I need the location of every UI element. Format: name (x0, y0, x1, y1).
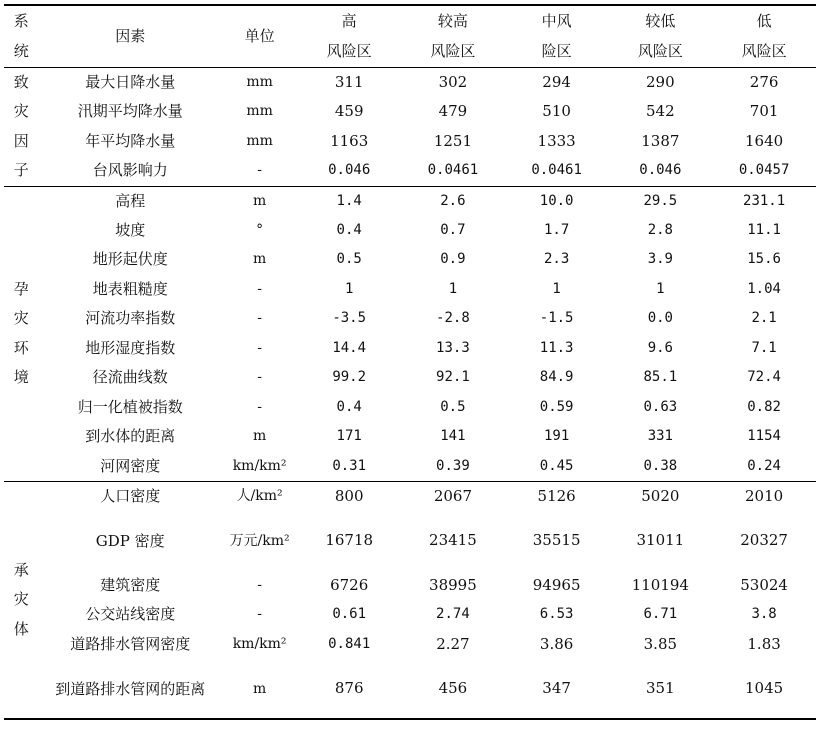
value-cell: 3.85 (643, 634, 678, 653)
value-cell: 1.7 (543, 221, 570, 238)
value-cell: 0.45 (539, 457, 574, 474)
unit-cell: mm (246, 132, 273, 149)
value-cell: 510 (542, 102, 571, 121)
value-cell: 876 (297, 659, 401, 719)
system-group-label: 孕 灾 环 境 (4, 186, 39, 481)
value-cell: 0.9 (440, 251, 466, 268)
unit-cell: - (257, 576, 262, 593)
value-cell: 347 (505, 659, 609, 719)
value-cell: 6726 (330, 575, 369, 594)
unit-cell: ° (256, 221, 264, 238)
value-cell: 14.4 (332, 339, 367, 356)
header-level-relatively-high: 较高 风险区 (401, 5, 505, 67)
table-row (4, 393, 816, 423)
factor-cell: 道路排水管网密度 (70, 634, 191, 653)
value-cell: 110194 (631, 575, 689, 594)
value-cell: 2.3 (543, 251, 570, 268)
risk-factor-table (4, 4, 816, 720)
value-cell: -3.5 (332, 310, 367, 327)
header-factor: 因素 (39, 5, 222, 67)
value-cell: 1.04 (747, 280, 781, 297)
value-cell: 351 (608, 659, 712, 719)
value-cell: 311 (297, 67, 401, 97)
header-level-high: 高 风险区 (297, 5, 401, 67)
header-system: 系 统 (4, 5, 39, 67)
table-row (4, 481, 816, 511)
value-cell: 29.5 (608, 186, 712, 216)
value-cell: 1 (656, 280, 665, 297)
value-cell: 1640 (745, 131, 784, 150)
factor-cell: 地表粗糙度 (92, 279, 168, 298)
value-cell: 0.5 (336, 251, 362, 268)
table-row (4, 156, 816, 186)
unit-cell: - (257, 280, 262, 297)
unit-cell: m (252, 428, 267, 445)
factor-cell: 人口密度 (39, 481, 222, 511)
unit-cell: - (257, 369, 262, 386)
value-cell: 0.82 (747, 398, 781, 415)
value-cell: 2.6 (401, 186, 505, 216)
value-cell: 231.1 (712, 186, 816, 216)
value-cell: 7.1 (751, 339, 777, 356)
factor-cell: 最大日降水量 (39, 67, 222, 97)
table-body (4, 67, 816, 719)
unit-cell: km/km² (232, 457, 287, 474)
table-row (4, 67, 816, 97)
value-cell: 0.4 (336, 221, 362, 238)
unit-cell: mm (246, 103, 273, 120)
factor-cell: 径流曲线数 (92, 368, 168, 387)
value-cell: 38995 (429, 575, 477, 594)
value-cell: 2.1 (751, 310, 777, 327)
value-cell: 1.83 (747, 634, 781, 653)
value-cell: 1 (448, 280, 458, 297)
value-cell: 191 (543, 428, 570, 445)
value-cell: 5126 (505, 481, 609, 511)
value-cell: 459 (334, 102, 364, 121)
value-cell: 1387 (641, 131, 680, 150)
value-cell: 701 (749, 102, 779, 121)
value-cell: 1154 (747, 428, 781, 445)
value-cell: 92.1 (436, 369, 470, 386)
value-cell: 0.4 (336, 398, 362, 415)
value-cell: 23415 (429, 531, 477, 549)
value-cell: 2.8 (647, 221, 673, 238)
value-cell: 31011 (636, 531, 685, 549)
value-cell: 331 (647, 428, 673, 445)
value-cell: 0.7 (440, 221, 466, 238)
table-row (4, 422, 816, 452)
table-row (4, 363, 816, 393)
value-cell: 0.5 (440, 398, 466, 415)
table-row (4, 630, 816, 660)
value-cell: 0.38 (643, 457, 678, 474)
header-level-low: 低 风险区 (712, 5, 816, 67)
unit-cell: - (257, 606, 262, 623)
factor-cell: 坡度 (115, 220, 146, 239)
table-row (4, 304, 816, 334)
value-cell: 302 (401, 67, 505, 97)
system-group-label: 承 灾 体 (4, 481, 39, 719)
table-row (4, 127, 816, 157)
value-cell: 20327 (740, 531, 788, 549)
unit-cell: 万元/km² (229, 532, 290, 549)
value-cell: 0.63 (643, 398, 678, 415)
table-row (4, 216, 816, 246)
value-cell: 15.6 (747, 251, 781, 268)
unit-cell: m (222, 186, 297, 216)
value-cell: 1.4 (297, 186, 401, 216)
factor-cell: 台风影响力 (92, 161, 168, 180)
value-cell: 0.59 (539, 398, 574, 415)
factor-cell: 到水体的距离 (85, 427, 176, 446)
factor-cell: 汛期平均降水量 (77, 102, 183, 121)
value-cell: 2067 (401, 481, 505, 511)
value-cell: 13.3 (436, 339, 470, 356)
system-group-label: 致 灾 因 子 (4, 67, 39, 186)
value-cell: 171 (336, 428, 362, 445)
value-cell: 0.24 (747, 457, 781, 474)
table-row (4, 659, 816, 719)
table-row (4, 245, 816, 275)
factor-cell: 河流功率指数 (85, 309, 176, 328)
table-row (4, 334, 816, 364)
factor-cell: 河网密度 (100, 456, 161, 475)
value-cell: 1333 (537, 131, 576, 150)
table-row (4, 452, 816, 482)
table-row (4, 186, 816, 216)
factor-cell: 归一化植被指数 (77, 397, 183, 416)
value-cell: 800 (297, 481, 401, 511)
value-cell: 3.8 (751, 606, 777, 623)
value-cell: 11.3 (539, 339, 574, 356)
value-cell: 5020 (608, 481, 712, 511)
value-cell: 85.1 (643, 369, 678, 386)
value-cell: 1163 (330, 131, 369, 150)
factor-cell: 公交站线密度 (85, 605, 176, 624)
value-cell: 2.27 (436, 634, 470, 653)
factor-cell: 地形湿度指数 (85, 338, 176, 357)
unit-cell: - (257, 339, 262, 356)
value-cell: 0.39 (436, 457, 470, 474)
value-cell: 456 (401, 659, 505, 719)
value-cell: -2.8 (436, 310, 470, 327)
unit-cell: m (252, 251, 267, 268)
value-cell: 0.0461 (427, 162, 479, 179)
value-cell: 72.4 (747, 369, 781, 386)
value-cell: 3.86 (539, 634, 574, 653)
value-cell: 99.2 (332, 369, 367, 386)
value-cell: 1045 (712, 659, 816, 719)
header-unit: 单位 (222, 5, 297, 67)
unit-cell: - (257, 398, 262, 415)
value-cell: 10.0 (505, 186, 609, 216)
value-cell: 0.61 (332, 606, 367, 623)
table-row (4, 511, 816, 571)
value-cell: 1 (344, 280, 354, 297)
value-cell: 1251 (433, 131, 472, 150)
value-cell: 0.0 (647, 310, 673, 327)
factor-cell: 高程 (39, 186, 222, 216)
header-level-relatively-low: 较低 风险区 (608, 5, 712, 67)
unit-cell: - (257, 310, 262, 327)
value-cell: 6.71 (643, 606, 678, 623)
value-cell: 6.53 (539, 606, 574, 623)
factor-cell: 到道路排水管网的距离 (39, 659, 222, 719)
value-cell: 542 (646, 102, 675, 121)
value-cell: 276 (712, 67, 816, 97)
unit-cell: mm (222, 67, 297, 97)
value-cell: 0.841 (328, 635, 371, 652)
header-level-medium: 中风 险区 (505, 5, 609, 67)
header-row (4, 5, 816, 67)
value-cell: 35515 (532, 531, 581, 549)
value-cell: 9.6 (647, 339, 673, 356)
value-cell: 1 (552, 280, 561, 297)
value-cell: 290 (608, 67, 712, 97)
value-cell: 2.74 (436, 606, 470, 623)
value-cell: 0.0457 (738, 162, 790, 179)
factor-cell: 地形起伏度 (92, 250, 168, 269)
value-cell: 0.31 (332, 457, 367, 474)
table-row (4, 571, 816, 601)
value-cell: 84.9 (539, 369, 574, 386)
value-cell: 0.046 (639, 162, 682, 179)
value-cell: 479 (438, 102, 468, 121)
unit-cell: m (222, 659, 297, 719)
table-row (4, 97, 816, 127)
unit-cell: - (257, 162, 262, 179)
table-row (4, 600, 816, 630)
unit-cell: 人/km² (222, 481, 297, 511)
value-cell: 2010 (712, 481, 816, 511)
factor-cell: 年平均降水量 (85, 131, 176, 150)
value-cell: 141 (440, 428, 466, 445)
unit-cell: km/km² (232, 635, 287, 652)
value-cell: -1.5 (539, 310, 574, 327)
value-cell: 94965 (532, 575, 581, 594)
value-cell: 53024 (740, 575, 788, 594)
value-cell: 294 (505, 67, 609, 97)
value-cell: 16718 (325, 531, 374, 549)
factor-cell: 建筑密度 (100, 575, 161, 594)
table-row (4, 275, 816, 305)
factor-cell: GDP 密度 (95, 531, 165, 550)
value-cell: 11.1 (747, 221, 781, 238)
value-cell: 0.046 (328, 162, 371, 179)
value-cell: 0.0461 (531, 162, 582, 179)
value-cell: 3.9 (647, 251, 673, 268)
